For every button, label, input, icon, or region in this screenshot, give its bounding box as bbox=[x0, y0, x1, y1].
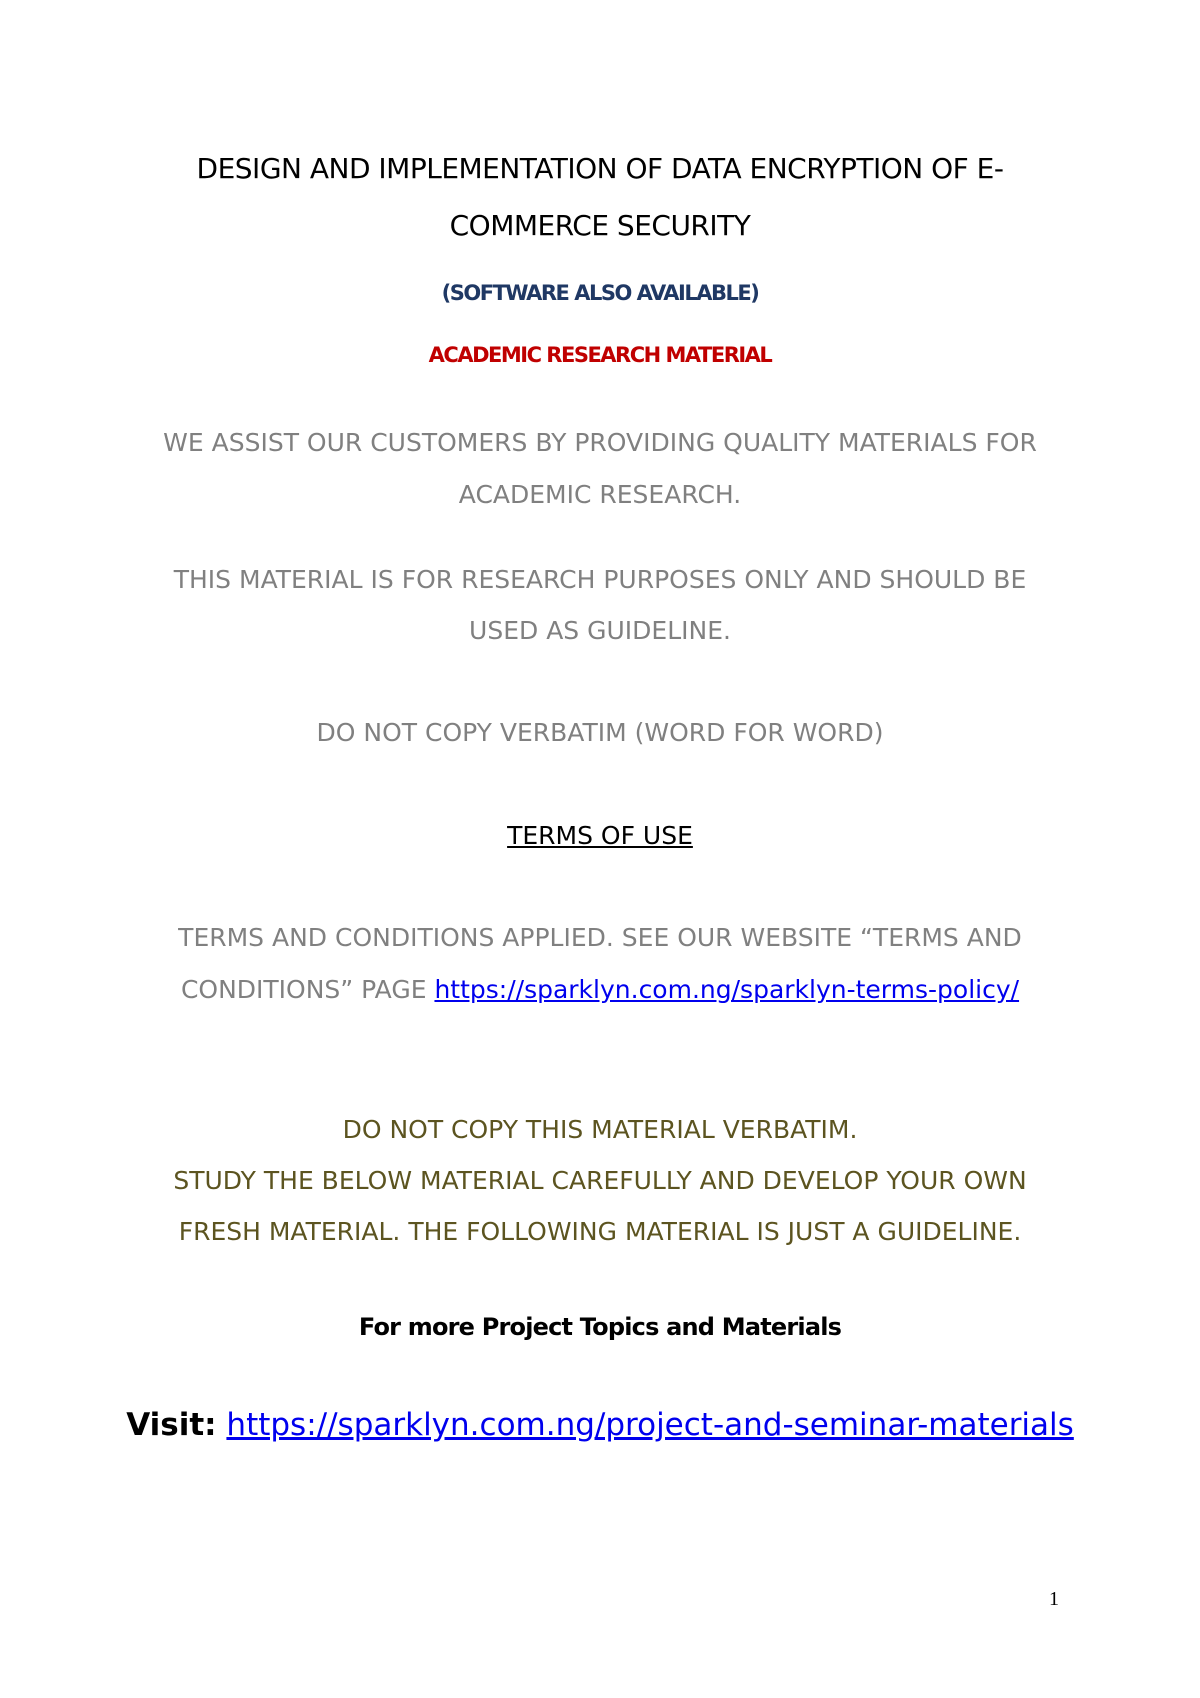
terms-statement-line-2 bbox=[0, 977, 1200, 1002]
warning-line-2: STUDY THE BELOW MATERIAL CAREFULLY AND DEVELOP YOUR OWN bbox=[173, 1166, 1027, 1195]
visit-line bbox=[0, 1407, 1200, 1443]
more-topics-heading: For more Project Topics and Materials bbox=[358, 1313, 842, 1341]
assist-statement-line-1: WE ASSIST OUR CUSTOMERS BY PROVIDING QUALITY MATERIALS FOR bbox=[163, 428, 1037, 457]
warning-line-3: FRESH MATERIAL. THE FOLLOWING MATERIAL IS JUST A GUIDELINE. bbox=[178, 1217, 1022, 1246]
terms-statement-line-1: TERMS AND CONDITIONS APPLIED. SEE OUR WEBSITE “TERMS AND bbox=[178, 923, 1022, 952]
terms-of-use-heading: TERMS OF USE bbox=[507, 821, 693, 850]
visit-label: Visit: bbox=[126, 1407, 217, 1443]
warning-line-1: DO NOT COPY THIS MATERIAL VERBATIM. bbox=[342, 1115, 858, 1144]
software-note: (SOFTWARE ALSO AVAILABLE) bbox=[441, 281, 759, 305]
document-title-line-1: DESIGN AND IMPLEMENTATION OF DATA ENCRYPTION OF E- bbox=[196, 152, 1004, 185]
project-materials-link[interactable]: https://sparklyn.com.ng/project-and-seminar-materials bbox=[226, 1407, 1074, 1443]
page-number: 1 bbox=[1049, 1588, 1059, 1610]
assist-statement-line-2: ACADEMIC RESEARCH. bbox=[458, 480, 742, 509]
purpose-statement-line-2: USED AS GUIDELINE. bbox=[469, 616, 731, 645]
purpose-statement-line-1: THIS MATERIAL IS FOR RESEARCH PURPOSES ONLY AND SHOULD BE bbox=[173, 565, 1027, 594]
terms-policy-link[interactable]: https://sparklyn.com.ng/sparklyn-terms-policy/ bbox=[434, 975, 1020, 1004]
document-title-line-2: COMMERCE SECURITY bbox=[449, 209, 751, 242]
terms-statement-prefix: CONDITIONS” PAGE bbox=[180, 975, 435, 1004]
material-type-label: ACADEMIC RESEARCH MATERIAL bbox=[428, 343, 772, 367]
no-copy-notice: DO NOT COPY VERBATIM (WORD FOR WORD) bbox=[316, 718, 884, 747]
